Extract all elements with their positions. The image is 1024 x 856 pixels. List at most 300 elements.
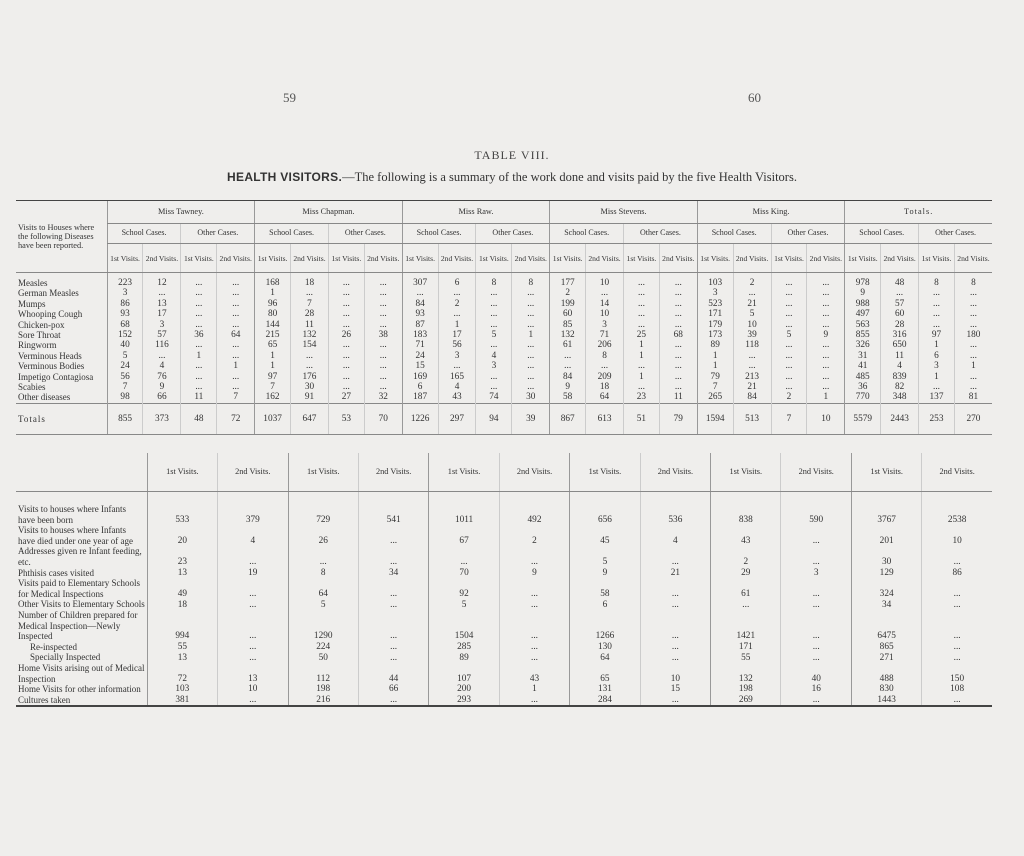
table-subtitle [0,170,1024,185]
table-cell: ... [659,361,697,371]
table-cell: 24 [107,361,143,371]
table-cell: 71 [586,330,624,340]
table-cell: 533 [147,492,217,526]
table-cell: 1 [624,351,660,361]
table-cell: 1011 [429,492,499,526]
table-cell: 18 [291,273,329,289]
table-cell: ... [771,382,807,392]
table-cell: ... [640,546,711,567]
table-cell: ... [181,309,217,319]
table-cell: 5 [288,599,358,610]
table-cell: ... [143,351,181,361]
table-cell: ... [807,273,845,289]
table-cell: 307 [402,273,438,289]
first-visits-header: 1st Visits. [697,244,733,273]
total-cell: 270 [954,403,992,434]
table-cell: 82 [881,382,919,392]
table-cell: 8 [586,351,624,361]
visit-type-name: Visits to houses where Infants have died under one year of age [18,525,133,546]
total-cell: 1037 [255,403,291,434]
table-cell: ... [291,361,329,371]
table-cell: ... [499,599,570,610]
table-cell: 67 [429,525,499,546]
table-cell: 129 [852,568,922,579]
table-cell: 23 [624,392,660,403]
table-cell: 16 [781,684,852,695]
table-cell: 201 [852,525,922,546]
table-cell: ... [771,340,807,350]
first-visits-header: 1st Visits. [771,244,807,273]
table-cell: 19 [217,568,288,579]
table-cell: ... [807,320,845,330]
table-cell: 38 [364,330,402,340]
other-cases-header: Other Cases. [624,224,698,244]
table-cell: ... [358,599,429,610]
table-cell: 213 [733,372,771,382]
first-visits-header: 1st Visits. [255,244,291,273]
table-cell: ... [919,288,955,298]
table-cell: 198 [288,684,358,695]
table-cell: 1 [255,361,291,371]
total-cell: 513 [733,403,771,434]
table-cell: 162 [255,392,291,403]
table-cell: 1 [919,372,955,382]
table-cell: 98 [107,392,143,403]
table-row [16,299,992,309]
table-cell: ... [781,525,852,546]
table-cell: ... [624,382,660,392]
table-cell: ... [364,382,402,392]
table-cell: ... [217,372,255,382]
table-cell: 21 [733,299,771,309]
table-cell: 76 [143,372,181,382]
table-cell: 64 [217,330,255,340]
table-cell: ... [358,695,429,707]
table-cell: ... [358,546,429,567]
table-cell: 729 [288,492,358,526]
table-cell: 103 [147,684,217,695]
table-cell: 13 [147,568,217,579]
first-visits-header: 1st Visits. [402,244,438,273]
table-title: TABLE VIII. [474,148,550,162]
table-cell: 72 [147,663,217,684]
second-visits-header: 2nd Visits. [659,244,697,273]
table-cell: 36 [845,382,881,392]
table-cell: 30 [291,382,329,392]
table-cell: ... [586,288,624,298]
table-cell: ... [217,299,255,309]
table-cell: 497 [845,309,881,319]
table-cell: ... [328,382,364,392]
table-cell: 1290 [288,610,358,642]
table-cell: 536 [640,492,711,526]
table-cell: 13 [217,663,288,684]
table-row [16,382,992,392]
table-cell: ... [438,288,476,298]
table-cell: 85 [550,320,586,330]
table-cell: ... [781,610,852,642]
table-row [16,392,992,403]
table-cell: ... [640,599,711,610]
table-cell: 6 [570,599,640,610]
total-cell: 373 [143,403,181,434]
table-cell: 316 [881,330,919,340]
visit-type-name: Re-inspected [30,641,77,652]
table-cell: 10 [217,684,288,695]
table-cell: ... [181,288,217,298]
table-cell: 15 [402,361,438,371]
diseases-table [16,200,992,435]
table-cell: ... [807,340,845,350]
table-cell: ... [291,288,329,298]
visit-type-name: Cultures taken [16,695,147,707]
table-cell: 855 [845,330,881,340]
table-cell: 57 [143,330,181,340]
table-cell: 9 [845,288,881,298]
table-cell: 492 [499,492,570,526]
table-cell: ... [954,351,992,361]
table-cell: ... [499,610,570,642]
table-cell: 4 [438,382,476,392]
table-cell: 10 [733,320,771,330]
table-cell: ... [807,351,845,361]
table-cell: ... [771,372,807,382]
table-cell: ... [364,351,402,361]
table-cell: ... [512,351,550,361]
table-cell: 324 [852,578,922,599]
table-cell: 11 [881,351,919,361]
table-cell: ... [733,361,771,371]
table-cell: ... [288,546,358,567]
table-cell: 7 [107,382,143,392]
disease-name: Other diseases [18,392,71,403]
table-cell: 93 [107,309,143,319]
first-visits-header: 1st Visits. [919,244,955,273]
table-cell: 1 [512,330,550,340]
table-cell: 541 [358,492,429,526]
table-cell: 6 [438,273,476,289]
visit-type-name: Home Visits arising out of Medical Inspection [18,662,145,684]
table-cell: ... [781,578,852,599]
table-cell: 43 [438,392,476,403]
table-cell: 55 [711,652,781,663]
table-cell: 839 [881,372,919,382]
table-cell: 2 [733,273,771,289]
table-cell: 269 [711,695,781,707]
table-row [16,525,992,546]
table-row [16,684,992,695]
table-cell: 2 [550,288,586,298]
table-cell: 64 [288,578,358,599]
table-cell: 57 [881,299,919,309]
visits-table [16,453,992,707]
table-row [16,351,992,361]
table-cell: ... [328,309,364,319]
table-cell: 103 [697,273,733,289]
table-cell: ... [438,361,476,371]
table-cell: ... [364,309,402,319]
table-cell: 66 [358,684,429,695]
table-cell: ... [771,288,807,298]
table-cell: 865 [852,642,922,653]
page-number-right: 60 [748,90,761,105]
table-cell: ... [781,695,852,707]
table-cell: 60 [550,309,586,319]
table-cell: ... [659,382,697,392]
table-cell: ... [659,299,697,309]
table-cell: ... [659,320,697,330]
table-row [16,578,992,599]
table-cell: 3 [781,568,852,579]
table-cell: ... [328,361,364,371]
total-cell: 7 [771,403,807,434]
table-cell: ... [181,299,217,309]
table-cell: ... [364,372,402,382]
school-cases-header: School Cases. [845,224,919,244]
total-cell: 94 [476,403,512,434]
disease-name: Ringworm [18,340,57,351]
table-cell: ... [624,361,660,371]
table-cell: ... [922,610,992,642]
table-cell: 12 [143,273,181,289]
second-visits-header: 2nd Visits. [922,453,992,492]
first-visits-header: 1st Visits. [624,244,660,273]
table-cell: 41 [845,361,881,371]
totals-row [16,403,992,434]
visitor-header: Miss King. [697,201,845,224]
table-cell: ... [181,361,217,371]
total-cell: 867 [550,403,586,434]
table-cell: 66 [143,392,181,403]
table-cell: 25 [624,330,660,340]
total-cell: 2443 [881,403,919,434]
visitor-header: Miss Chapman. [255,201,403,224]
table-cell: 265 [697,392,733,403]
table-cell: 199 [550,299,586,309]
first-visits-header: 1st Visits. [107,244,143,273]
table-cell: 348 [881,392,919,403]
table-cell: 994 [147,610,217,642]
table-cell: ... [954,372,992,382]
table-cell: ... [954,382,992,392]
table-cell: 1 [697,361,733,371]
table-cell: 55 [147,642,217,653]
table-row [16,361,992,371]
table-cell: ... [217,642,288,653]
visitor-header: Miss Raw. [402,201,550,224]
table-cell: 4 [881,361,919,371]
table-cell: 7 [255,382,291,392]
table-cell: 9 [143,382,181,392]
table-cell: 28 [881,320,919,330]
table-cell: ... [364,273,402,289]
second-visits-header: 2nd Visits. [586,244,624,273]
table-cell: 2 [499,525,570,546]
total-cell: 855 [107,403,143,434]
table-row [16,610,992,642]
subtitle-text: —The following is a summary of the work done and visits paid by the five Health Visitors. [342,170,797,184]
table-cell: 1 [181,351,217,361]
school-cases-header: School Cases. [255,224,329,244]
table-cell: 284 [570,695,640,707]
table-cell: 70 [429,568,499,579]
table-cell: 1504 [429,610,499,642]
table-cell: 165 [438,372,476,382]
table-cell: 838 [711,492,781,526]
table-cell: ... [771,351,807,361]
table-cell: ... [919,382,955,392]
table-cell: ... [640,610,711,642]
table-cell: 11 [181,392,217,403]
disease-name: Impetigo Contagiosa [18,371,94,382]
table-cell: 9 [570,568,640,579]
first-visits-header: 1st Visits. [711,453,781,492]
other-cases-header: Other Cases. [476,224,550,244]
school-cases-header: School Cases. [107,224,181,244]
table-cell: 132 [550,330,586,340]
disease-name: Measles [18,278,48,288]
table-cell: ... [364,320,402,330]
table-cell: ... [217,610,288,642]
totals-label: Totals [16,403,107,434]
visit-type-name: Addresses given re Infant feeding, etc. [18,546,142,567]
table-cell: 1266 [570,610,640,642]
table-cell: 17 [143,309,181,319]
table-cell: ... [512,340,550,350]
table-cell: 1443 [852,695,922,707]
table-cell: ... [217,309,255,319]
table-cell: ... [781,546,852,567]
table-cell: 60 [881,309,919,319]
table-cell: 485 [845,372,881,382]
table-cell: 89 [697,340,733,350]
table-cell: ... [922,578,992,599]
table-cell: 3 [919,361,955,371]
table-cell: 50 [288,652,358,663]
table-cell: 5 [570,546,640,567]
table-cell: 180 [954,330,992,340]
table-cell: ... [922,652,992,663]
school-cases-header: School Cases. [402,224,476,244]
table-row [16,695,992,707]
first-visits-header: 1st Visits. [476,244,512,273]
table-cell: 4 [217,525,288,546]
table-cell: 43 [711,525,781,546]
table-cell: 87 [402,320,438,330]
total-cell: 647 [291,403,329,434]
table-cell: 770 [845,392,881,403]
table-cell: ... [640,652,711,663]
table-cell: 43 [499,663,570,684]
table-cell: ... [781,642,852,653]
table-cell: 3 [438,351,476,361]
table-cell: 168 [255,273,291,289]
table-cell: 206 [586,340,624,350]
table-cell: ... [711,599,781,610]
table-cell: ... [659,351,697,361]
table-cell: 81 [954,392,992,403]
disease-name: Chicken-pox [18,319,65,330]
table-cell: ... [807,372,845,382]
table-cell: ... [499,642,570,653]
table-cell: 988 [845,299,881,309]
table-cell: 6475 [852,610,922,642]
table-cell: 71 [402,340,438,350]
table-cell: 177 [550,273,586,289]
table-cell: 8 [288,568,358,579]
table-cell: 5 [107,351,143,361]
table-cell: ... [429,546,499,567]
table-cell: 40 [781,663,852,684]
total-cell: 1594 [697,403,733,434]
table-cell: ... [512,320,550,330]
second-visits-header: 2nd Visits. [733,244,771,273]
second-visits-header: 2nd Visits. [438,244,476,273]
table-cell: ... [919,320,955,330]
table-cell: 30 [512,392,550,403]
table-cell: 152 [107,330,143,340]
table-cell: 58 [570,578,640,599]
subtitle-bold: HEALTH VISITORS. [227,170,343,184]
table-cell: 97 [255,372,291,382]
table-cell: ... [624,320,660,330]
disease-name: German Measles [18,288,79,299]
table-cell: 18 [586,382,624,392]
table-cell: ... [328,340,364,350]
table-cell: 5 [476,330,512,340]
table-cell: ... [659,372,697,382]
table-cell: 215 [255,330,291,340]
table-cell: 590 [781,492,852,526]
second-visits-header: 2nd Visits. [364,244,402,273]
table-cell: 1 [438,320,476,330]
table-cell: 11 [659,392,697,403]
table-cell: 563 [845,320,881,330]
table-cell: 1 [255,351,291,361]
table-cell: ... [364,361,402,371]
second-visits-header: 2nd Visits. [291,244,329,273]
table-cell: ... [328,320,364,330]
table-cell: 40 [107,340,143,350]
table-cell: 3767 [852,492,922,526]
second-visits-header: 2nd Visits. [143,244,181,273]
table-cell: 74 [476,392,512,403]
table-cell: 1 [624,372,660,382]
table-cell: ... [358,652,429,663]
first-visits-header: 1st Visits. [845,244,881,273]
table-cell: 36 [181,330,217,340]
table-cell: 10 [922,525,992,546]
table-cell: 4 [476,351,512,361]
table-cell: ... [807,288,845,298]
table-cell: ... [640,695,711,707]
table-cell: 23 [147,546,217,567]
table-row [16,642,992,653]
table-cell: ... [624,273,660,289]
table-row [16,492,992,526]
table-cell: ... [499,578,570,599]
table-cell: 1 [807,392,845,403]
total-cell: 613 [586,403,624,434]
table-cell: ... [640,578,711,599]
table-cell: 91 [291,392,329,403]
table-cell: 523 [697,299,733,309]
school-cases-header: School Cases. [697,224,771,244]
disease-name: Sore Throat [18,330,61,341]
table-cell: ... [217,320,255,330]
table-cell: 1421 [711,610,781,642]
table-cell: 86 [922,568,992,579]
